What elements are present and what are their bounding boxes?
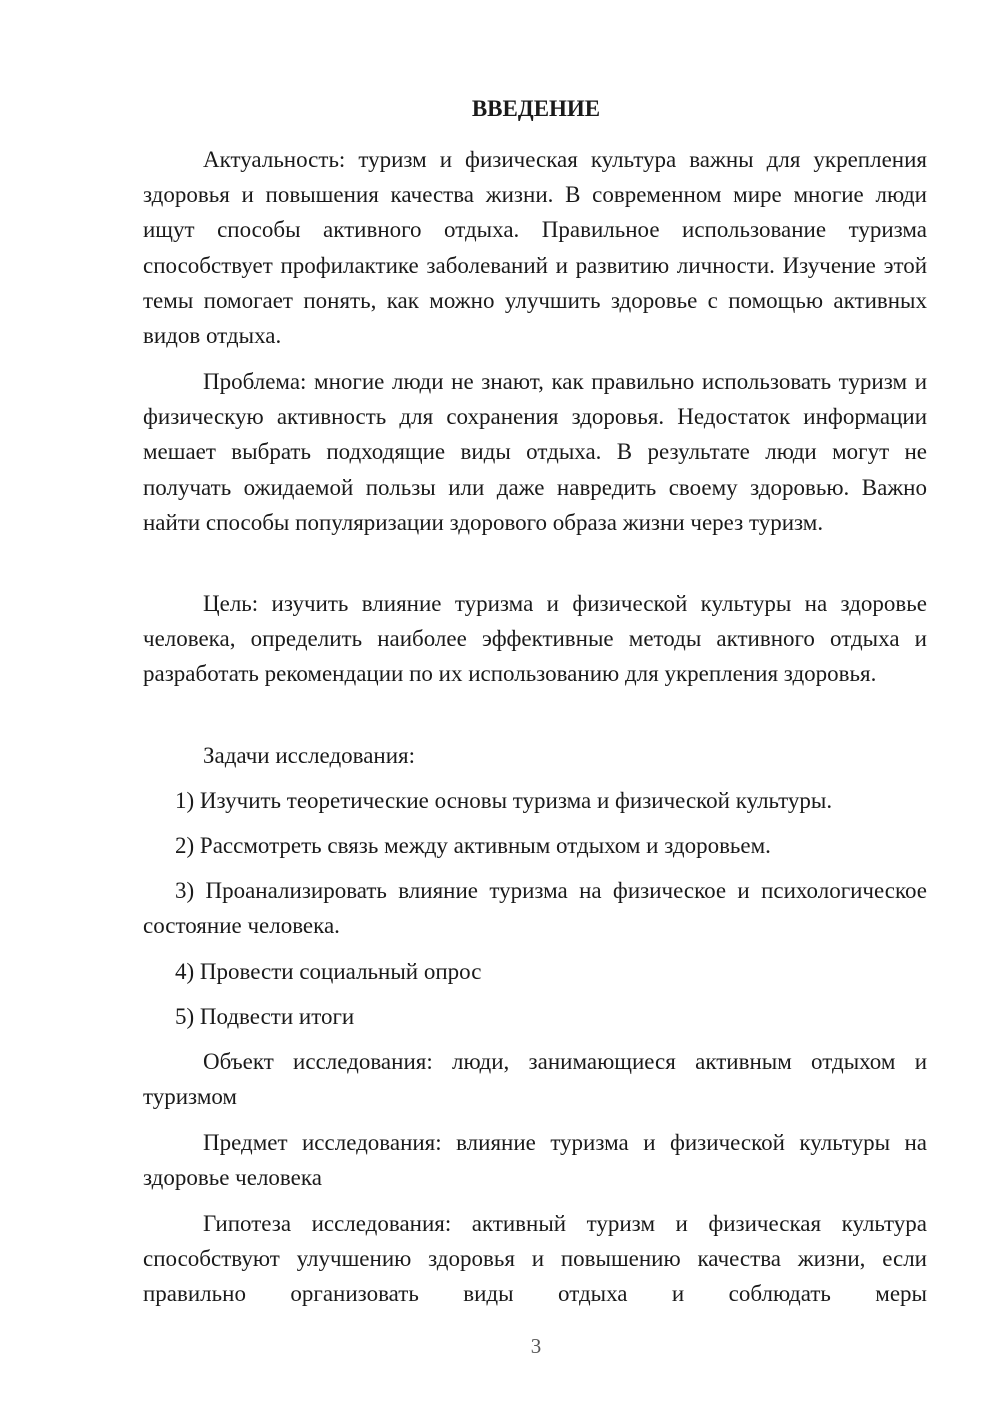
paragraph-relevance: Актуальность: туризм и физическая культура важны для укрепления здоровья и повышения качества жизни. В современном мире многие люди ищут способы активного отдыха. Правильное использование туризма способствует профилактике заболеваний и развитию личности. Изучение этой темы помогает понять, как можно улучшить здоровье с помощью активных видов отдыха.: [143, 147, 927, 349]
paragraph-goal: Цель: изучить влияние туризма и физической культуры на здоровье человека, определить наиболее эффективные методы активного отдыха и разработать рекомендации по их использованию для укрепления здоровья.: [143, 591, 927, 687]
task-item-1: 1) Изучить теоретические основы туризма и физической культуры.: [175, 788, 833, 813]
page-number: 3: [530, 1334, 542, 1358]
tasks-title: Задачи исследования:: [203, 743, 416, 768]
task-item-5: 5) Подвести итоги: [175, 1004, 355, 1029]
section-heading: ВВЕДЕНИЕ: [471, 96, 601, 121]
task-item-3: 3) Проанализировать влияние туризма на физическое и психологическое состояние человека.: [143, 878, 927, 939]
paragraph-hypothesis: Гипотеза исследования: активный туризм и физическая культура способствуют улучшению здоровья и повышению качества жизни, если правильно организовать виды отдыха и соблюдать меры: [143, 1211, 927, 1307]
task-item-4: 4) Провести социальный опрос: [175, 959, 482, 984]
task-item-2: 2) Рассмотреть связь между активным отдыхом и здоровьем.: [175, 833, 771, 858]
paragraph-object: Объект исследования: люди, занимающиеся активным отдыхом и туризмом: [143, 1049, 927, 1110]
paragraph-problem: Проблема: многие люди не знают, как правильно использовать туризм и физическую активность для сохранения здоровья. Недостаток информации мешает выбрать подходящие виды отдыха. В результате люди могут не получать ожидаемой пользы или даже навредить своему здоровью. Важно найти способы популяризации здорового образа жизни через туризм.: [143, 369, 927, 535]
paragraph-subject: Предмет исследования: влияние туризма и физической культуры на здоровье человека: [143, 1130, 927, 1191]
